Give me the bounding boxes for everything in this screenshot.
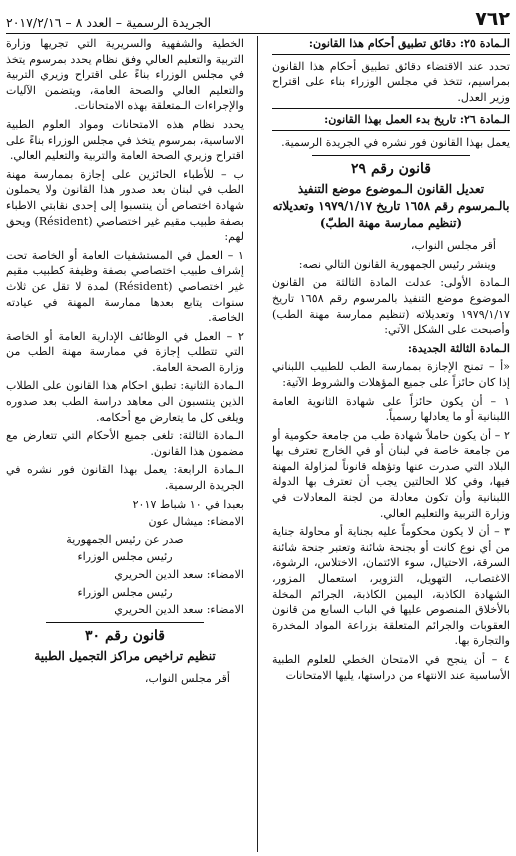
left-column	[6, 36, 244, 852]
president-signature: الامضاء: ميشال عون	[148, 515, 244, 529]
article-3: الـمادة الثالثة: تلغى جميع الأحكام التي تتعارض مع مضمون هذا القانون.	[6, 429, 244, 458]
paragraph-b: ب – للأطباء الحائزين على إجازة بممارسة مهنة الطب في لبنان بعد صدور هذا القانون ولا يحملون شهادة اختصاص أن ينتسبوا إلى إحدى نقابتي الاطباء بصفة طبيب مقيم غير اختصاصي (Résident) ويحق لهم:	[6, 167, 244, 244]
exam-text: الخطية والشفهية والسريرية التي تجريها وزارة التربية والتعليم العالي وفق نظام يحدد بمرسوم يتخذ في مجلس الوزراء بناءً على اقتراح وزيري التربية والتعليم العالي والصحة العامة، ويتضمن الآليات والإجراءات الـمتعلقة بهذه الامتحانات.	[6, 37, 244, 113]
separator-2	[46, 622, 204, 623]
condition-1: ١ – أن يكون حائزاً على شهادة الثانوية العامة اللبنانية أو ما يعادلها رسمياً.	[272, 394, 510, 424]
law-30-title: تنظيم تراخيص مراكز التجميل الطبية	[34, 649, 216, 664]
promulgate-text: وينشر رئيس الجمهورية القانون التالي نصه:	[298, 257, 496, 271]
condition-2: ٢ – أن يكون حاملاً شهادة طب من جامعة حكومية أو من جامعة خاصة في لبنان أو في الخارج تعترف بها البلاد التي صدرت عنها وتؤهله قانوناً لمزاولة المهنة فيها، وفي كلا الحالتين يجب أن تعترف بها الدولة اللبنانية وأن تكون معادلة من لجنة المعادلات في وزارة التربية والتعليم العالي.	[272, 428, 510, 520]
law-30-number: قانون رقم ٣٠	[85, 627, 165, 644]
pm-signature: الامضاء: سعد الدين الحريري	[114, 568, 244, 581]
page-header	[6, 4, 510, 34]
article-26-title: الـمادة ٢٦: تاريخ بدء العمل بهذا القانون:	[272, 108, 510, 131]
article-26-body: يعمل بهذا القانون فور نشره في الجريدة الرسمية.	[281, 135, 510, 149]
signing-place-date: بعبدا في ١٠ شباط ٢٠١٧	[132, 497, 244, 511]
article-4: الـمادة الرابعة: يعمل بهذا القانون فور نشره في الجريدة الرسمية.	[6, 463, 244, 493]
article-3-new-title: الـمادة الثالثة الجديدة:	[407, 341, 510, 355]
separator	[312, 155, 470, 156]
pm-title: رئيس مجلس الوزراء	[77, 550, 173, 564]
article-25-title: الـمادة ٢٥: دقائق تطبيق أحكام هذا القانون:	[272, 36, 510, 55]
right-column	[272, 36, 510, 852]
approve-text-30: أقر مجلس النواب،	[144, 672, 230, 686]
page-number: ٧٦٢	[475, 8, 510, 30]
pm-signature-2: الامضاء: سعد الدين الحريري	[114, 603, 244, 617]
right-2: ٢ – العمل في الوظائف الإدارية العامة أو الخاصة التي تتطلب إجازة في ممارسة مهنة الطب من وزارة الصحة العامة.	[6, 329, 244, 374]
article-25-body: تحدد عند الاقتضاء دقائق تطبيق أحكام هذا القانون بمراسيم، تتخذ في مجلس الوزراء بناء على اقتراح وزير العدل.	[272, 59, 510, 104]
paragraph-a: «أ – تمنح الإجازة بممارسة الطب للطبيب اللبناني إذا كان حائزاً على جميع المؤهلات والشروط الآتية:	[272, 360, 510, 389]
condition-4: ٤ – أن ينجح في الامتحان الخطي للعلوم الطبية الأساسية عند الانتهاء من دراستها، يليها الامتحانات	[272, 653, 510, 682]
approve-text: أقر مجلس النواب،	[410, 239, 496, 253]
column-divider	[257, 36, 258, 852]
issued-by-president: صدر عن رئيس الجمهورية	[66, 532, 184, 546]
exam-system-text: يحدد نظام هذه الامتحانات ومواد العلوم الطبية الاساسية، بمرسوم يتخذ في مجلس الوزراء بناءً على اقتراح وزيري الصحة العامة والتربية والتعليم العالي.	[6, 117, 244, 163]
article-1: الـمادة الأولى: عدلت المادة الثالثة من القانون الموضوع موضع التنفيذ بالمرسوم رقم ١٦٥٨ تاريخ ١٩٧٩/١/١٧ وتعديلاته (تنظيم ممارسة مهنة الطب) وأصبحت على الشكل الآتي:	[272, 276, 510, 337]
right-1: ١ – العمل في المستشفيات العامة أو الخاصة تحت إشراف طبيب اختصاصي بصفة وظيفة كطبيب مقيم غير اختصاصي (Résident) لمدة لا تقل عن ثلاث سنوات يتابع بعدها ممارسة المهنة في عيادته الخاصة.	[6, 248, 244, 325]
issue-info: الجريدة الرسمية – العدد ٨ – ٢٠١٧/٢/١٦	[6, 15, 212, 30]
law-29-number: قانون رقم ٢٩	[351, 160, 431, 177]
law-29-title: تعديل القانون الـموضوع موضع التنفيذ بالـمرسوم رقم ١٦٥٨ تاريخ ١٩٧٩/١/١٧ وتعديلاته (تنظيم ممارسة مهنة الطبّ)	[272, 182, 510, 231]
condition-3: ٣ – أن لا يكون محكوماً عليه بجناية أو محاولة جناية من أي نوع كانت أو بجنحة شائنة وتعتبر جنحة شائنة السرقة، الاحتيال، سوء الائتمان، الاختلاس، الرشوة، الاغتصاب، التهويل، التزوير، استعمال المزور، الشهادة الكاذبة، اليمين الكاذبة، الجرائم المخلة بالأخلاق المنصوص عليها في الباب السابع من قانون العقوبات والجرائم المتعلقة بزراعة المواد المخدرة والتجارة بها.	[272, 525, 510, 648]
article-2: الـمادة الثانية: تطبق احكام هذا القانون على الطلاب الذين ينتسبون الى معاهد دراسة الطب بعد صدوره ويلغى كل ما يتعارض مع أحكامه.	[6, 379, 244, 424]
pm-title-2: رئيس مجلس الوزراء	[77, 585, 173, 599]
